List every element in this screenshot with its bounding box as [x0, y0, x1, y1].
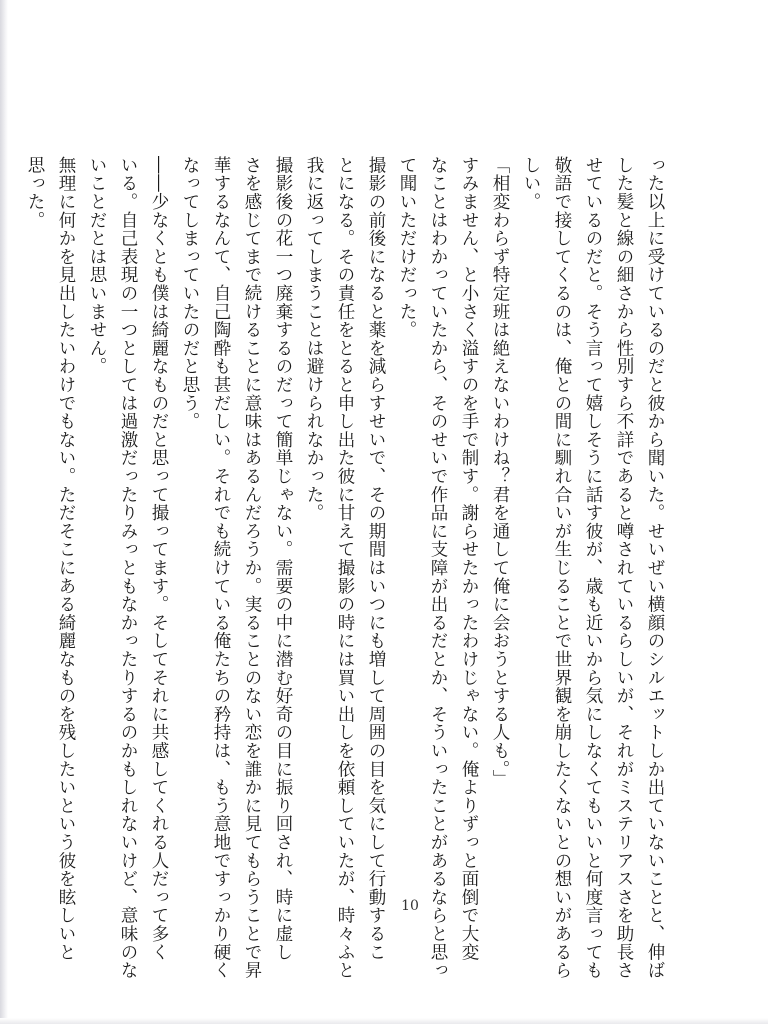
- text-line: 華するなんて、自己陶酔も甚だしい。それでも続けている俺たちの矜持は、もう意地ですっかり硬く: [211, 156, 231, 980]
- text-line: さを感じてまで続けることに意味はあるんだろうか。実ることのない恋を誰かに見てもらうことで昇: [242, 156, 262, 980]
- page-bottom-shadow: [0, 1018, 768, 1024]
- text-line: 思った。: [25, 156, 45, 230]
- text-line: なことはわかっていたから、そのせいで作品に支障が出るだとか、そういったことがあるならと思っ: [428, 156, 448, 980]
- text-line: すみません、と小さく溢すのを手で制す。謝らせたかったわけじゃない。俺よりずっと面倒で大変: [459, 156, 479, 962]
- text-line: 我に返ってしまうことは避けられなかった。: [304, 156, 324, 522]
- text-line: せているのだと。そう言って嬉しそうに話す彼が、歳も近いから気にしなくてもいいと何度言っても: [583, 156, 603, 980]
- text-line: 撮影後の花一つ廃棄するのだって簡単じゃない。需要の中に潜む好奇の目に振り回され、時に虚し: [273, 156, 293, 962]
- page-number: 10: [401, 898, 419, 914]
- text-line: 敬語で接してくるのは、俺との間に馴れ合いが生じることで世界観を崩したくないとの想いがあるら: [552, 156, 572, 980]
- text-line: 無理に何かを見出したいわけでもない。ただそこにある綺麗なものを残したいという彼を眩しいと: [56, 156, 76, 962]
- text-line: いことだとは思いません。: [87, 156, 107, 376]
- text-line: て聞いただけだった。: [397, 156, 417, 339]
- text-line: した髪と線の細さから性別すら不詳であると噂されているらしいが、それがミステリアスさを助長さ: [614, 156, 634, 980]
- text-line: 「相変わらず特定班は絶えないわけね？君を通して俺に会おうとする人も。」: [490, 156, 510, 788]
- text-line: いる。自己表現の一つとしては過激だったりみっともなかったりするのかもしれないけど、意味のな: [118, 156, 138, 980]
- text-line: った以上に受けているのだと彼から聞いた。せいぜい横顔のシルエットしか出ていないことと、伸ば: [645, 156, 665, 980]
- text-line: ――少なくとも僕は綺麗なものだと思って撮ってます。そしてそれに共感してくれる人だって多く: [149, 156, 169, 962]
- page-edge-shadow: [0, 0, 8, 1024]
- text-line: 撮影の前後になると薬を減らすせいで、その期間はいつにも増して周囲の目を気にして行動するこ: [366, 156, 386, 962]
- text-line: とになる。その責任をとると申し出た彼に甘えて撮影の時には買い出しを依頼していたが、時々ふと: [335, 156, 355, 980]
- text-line: なってしまっていたのだと思う。: [180, 156, 200, 431]
- text-line: しい。: [521, 156, 541, 211]
